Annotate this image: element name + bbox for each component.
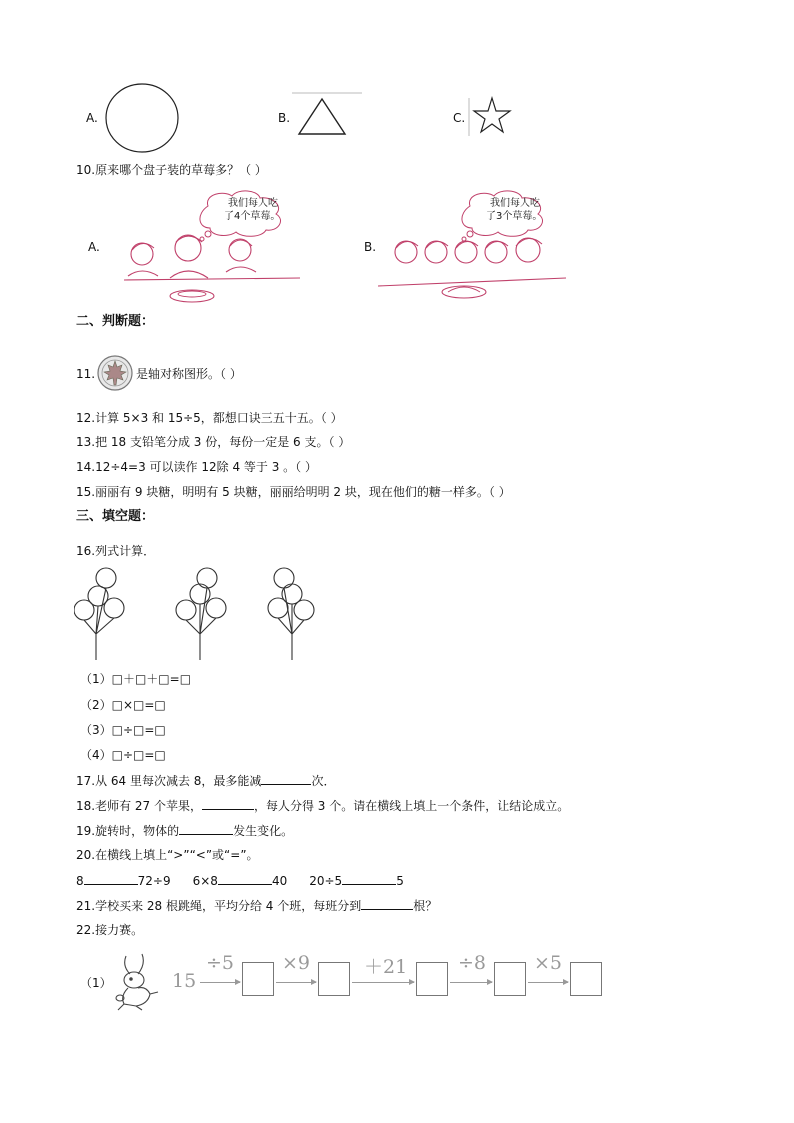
- q22-op-5: ×5: [534, 952, 563, 974]
- section-2-title: 二、判断题：: [76, 314, 155, 329]
- q10-question: 10.原来哪个盘子装的草莓多？（ ）: [76, 163, 267, 177]
- q18-before: 18.老师有 27 个苹果，: [76, 799, 202, 813]
- q17-before: 17.从 64 里每次减去 8，最多能减: [76, 774, 262, 788]
- q17: [76, 772, 335, 789]
- q15-text: 15.丽丽有 9 块糖，明明有 5 块糖，丽丽给明明 2 块，现在他们的糖一样多。（ ）: [76, 485, 511, 499]
- q17-after: 次．: [311, 774, 336, 788]
- q22-answer-box-2[interactable]: [318, 962, 350, 996]
- triangle-figure: [292, 90, 364, 138]
- bubble-a-line-2: 了4个草莓。: [224, 211, 281, 222]
- q22-title: 22.接力赛。: [76, 923, 144, 937]
- rabbit-icon: [112, 952, 168, 1012]
- q10-option-b-label: B.: [364, 240, 377, 254]
- q17-answer-blank[interactable]: [261, 772, 311, 785]
- star-figure: [466, 96, 516, 138]
- q22-start-number: 15: [172, 970, 197, 992]
- q12-text: 12.计算 5×3 和 15÷5，都想口诀三五十五。（ ）: [76, 411, 343, 425]
- q20-item-3-right: 5: [396, 874, 404, 888]
- q22-op-4: ÷8: [458, 952, 487, 974]
- q22-answer-box-1[interactable]: [242, 962, 274, 996]
- q16-item-3: （3）□÷□=□: [80, 723, 166, 737]
- q22-answer-box-5[interactable]: [570, 962, 602, 996]
- kids-b-illustration: [378, 190, 570, 310]
- q22-arrow-3: [352, 982, 414, 983]
- q14-text: 14.12÷4=3 可以读作 12除 4 等于 3 。（ ）: [76, 460, 317, 474]
- q18: [76, 797, 569, 814]
- q20-item-1-left: 8: [76, 874, 84, 888]
- option-c-label: C.: [453, 111, 466, 125]
- q20-item-3-left: 20÷5: [309, 874, 343, 888]
- q21-after: 根？: [413, 899, 438, 913]
- q21-answer-blank[interactable]: [361, 897, 413, 910]
- q20-item-2-left: 6×8: [192, 874, 218, 888]
- bubble-a-line-1: 我们每人吃: [228, 198, 278, 209]
- q22-arrow-4: [450, 982, 492, 983]
- q20-item-1-right: 72÷9: [137, 874, 171, 888]
- q22-op-3: ＋21: [364, 956, 408, 978]
- q19: [76, 822, 293, 839]
- q10-option-a-label: A.: [88, 240, 100, 254]
- q22-label: （1）: [80, 976, 112, 990]
- q20-item-1-blank[interactable]: [84, 872, 138, 885]
- q19-answer-blank[interactable]: [179, 822, 233, 835]
- q22-answer-box-3[interactable]: [416, 962, 448, 996]
- bubble-b-line-2: 了3个草莓。: [486, 211, 543, 222]
- q22-answer-box-4[interactable]: [494, 962, 526, 996]
- q21-before: 21.学校买来 28 根跳绳，平均分给 4 个班，每班分到: [76, 899, 362, 913]
- q20-text: 20.在横线上填上“>”“<”或“=”。: [76, 848, 259, 862]
- q16-item-4: （4）□÷□=□: [80, 748, 166, 762]
- leaf-coin-icon: [96, 354, 134, 392]
- balloons-illustration: [74, 566, 324, 664]
- q22-op-2: ×9: [282, 952, 311, 974]
- q18-answer-blank[interactable]: [202, 797, 254, 810]
- q11-number: 11.: [76, 367, 96, 381]
- circle-figure: [104, 82, 180, 154]
- q20-item-2-blank[interactable]: [218, 872, 272, 885]
- q16-title: 16.列式计算．: [76, 544, 156, 558]
- q21: [76, 897, 437, 914]
- bubble-b-line-1: 我们每人吃: [490, 198, 540, 209]
- q10-picture-a: [124, 190, 304, 310]
- q19-before: 19.旋转时，物体的: [76, 824, 180, 838]
- q22-arrow-1: [200, 982, 240, 983]
- q18-after: ，每人分得 3 个。请在横线上填上一个条件，让结论成立。: [253, 799, 570, 813]
- option-a-label: A.: [86, 111, 98, 125]
- q22-op-1: ÷5: [206, 952, 235, 974]
- q22-arrow-5: [528, 982, 568, 983]
- q20-items: [76, 872, 404, 889]
- q16-item-2: （2）□×□=□: [80, 698, 166, 712]
- q20-item-2-right: 40: [271, 874, 288, 888]
- q22-arrow-2: [276, 982, 316, 983]
- q20-item-3-blank[interactable]: [342, 872, 396, 885]
- q16-item-1: （1）□＋□＋□=□: [80, 672, 192, 686]
- section-3-title: 三、填空题：: [76, 509, 155, 524]
- q11-text: 是轴对称图形。（ ）: [136, 367, 242, 381]
- q10-picture-b: [378, 190, 570, 310]
- q19-after: 发生变化。: [233, 824, 294, 838]
- q13-text: 13.把 18 支铅笔分成 3 份，每份一定是 6 支。（ ）: [76, 435, 351, 449]
- option-b-label: B.: [278, 111, 291, 125]
